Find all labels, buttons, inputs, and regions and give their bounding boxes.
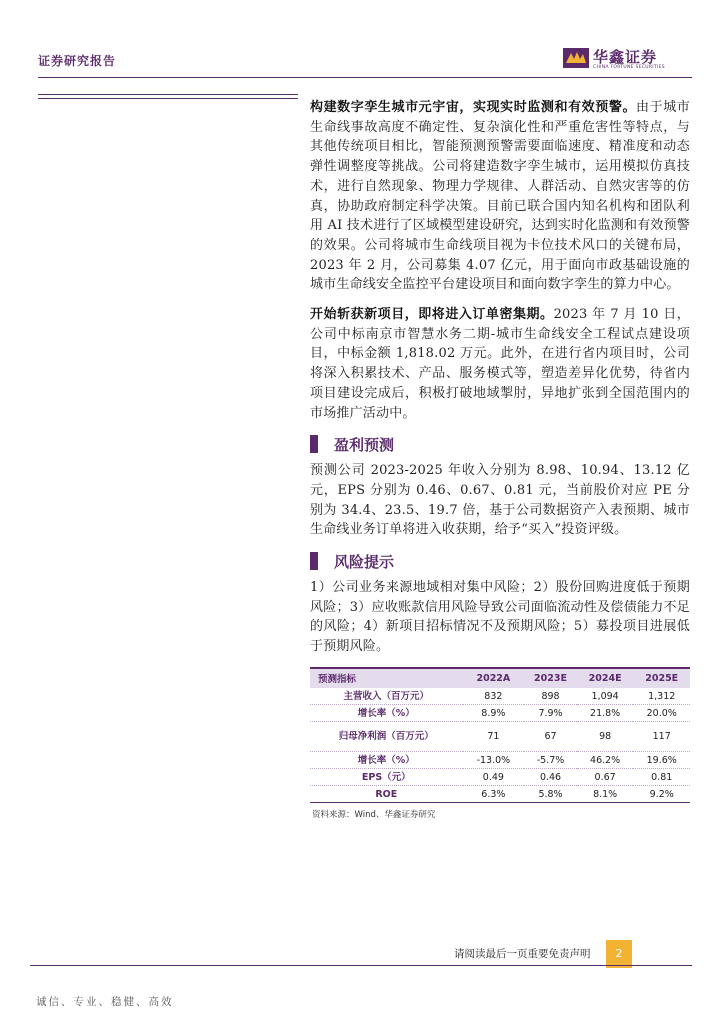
main-content [310,98,690,820]
table-cell: 898 [524,688,577,705]
paragraph-new-projects [310,305,690,423]
table-cell: 1,094 [577,688,634,705]
header-divider [38,77,692,78]
table-row-label: EPS（元） [310,769,463,786]
table-row [310,722,690,752]
table-cell: -5.7% [524,752,577,769]
table-header-row [310,668,690,688]
logo-chinese-name: 华鑫证券 [593,48,658,66]
table-row-label: 归母净利润（百万元） [310,722,463,752]
table-cell: 98 [577,722,634,752]
table-cell: 117 [633,722,690,752]
table-cell: 1,312 [633,688,690,705]
section-bar-icon [310,435,318,453]
table-row [310,752,690,769]
table-cell: 832 [463,688,525,705]
table-row [310,786,690,803]
table-cell: 8.9% [463,705,525,722]
table-cell: -13.0% [463,752,525,769]
company-logo [563,46,693,74]
table-header-cell: 2023E [524,668,577,688]
section-title: 风险提示 [334,552,395,571]
report-type-title: 证券研究报告 [38,54,117,68]
logo-mark-icon [563,48,589,68]
footer-divider [30,965,692,966]
table-cell: 0.46 [524,769,577,786]
section-title: 盈利预测 [334,435,395,454]
section-heading-risk [310,550,690,572]
page-number-badge: 2 [606,940,632,968]
left-double-rule [38,94,298,99]
table-cell: 67 [524,722,577,752]
table-row-label: 增长率（%） [310,705,463,722]
table-cell: 0.49 [463,769,525,786]
table-cell: 71 [463,722,525,752]
table-header-cell: 预测指标 [310,668,463,688]
table-row-label: 主营收入（百万元） [310,688,463,705]
table-cell: 46.2% [577,752,634,769]
table-cell: 9.2% [633,786,690,803]
table-cell: 6.3% [463,786,525,803]
section-heading-forecast [310,433,690,455]
table-row [310,705,690,722]
table-cell: 21.8% [577,705,634,722]
paragraph-digital-twin [310,98,690,295]
table-cell: 0.81 [633,769,690,786]
disclaimer-link[interactable]: 请阅读最后一页重要免责声明 [454,948,591,960]
paragraph-risk: 1）公司业务来源地域相对集中风险；2）股份回购进度低于预期风险；3）应收账款信用风险导致公司面临流动性及偿债能力不足的风险；4）新项目招标情况不及预期风险；5）募投项目进展低于预期风险。 [310,580,690,655]
forecast-table [310,667,690,804]
footer-slogan: 诚信、专业、稳健、高效 [36,996,174,1008]
paragraph-body: 2023 年 7 月 10 日，公司中标南京市智慧水务二期-城市生命线安全工程试点建设项目，中标金额 1,818.02 万元。此外，在进行省内项目时，公司将深入积累技术、产品、服务模式等，塑造差异化优势，待省内项目建设完成后，积极打破地域掣肘，异地扩张到全国范围内的市场推广活动中。 [310,307,690,421]
paragraph-forecast: 预测公司 2023-2025 年收入分别为 8.98、10.94、13.12 亿元，EPS 分别为 0.46、0.67、0.81 元，当前股价对应 PE 分别为 34.4、23.5、19.7 倍，基于公司数据资产入表预期、城市生命线业务订单将进入收获期，给予“买入”投资评级。 [310,463,690,538]
table-header-cell: 2022A [463,668,525,688]
table-row [310,688,690,705]
paragraph-body: 由于城市生命线事故高度不确定性、复杂演化性和严重危害性等特点，与其他传统项目相比，智能预测预警需要面临速度、精准度和动态弹性调整度等挑战。公司将建造数字孪生城市，运用模拟仿真技术，进行自然现象、物理力学规律、人群活动、自然灾害等的仿真，协助政府制定科学决策。目前已联合国内知名机构和团队利用 AI 技术进行了区域模型建设研究，达到实时化监测和有效预警的效果。公司将城市生命线项目视为卡位技术风口的关键布局，2023 年 2 月，公司募集 4.07 亿元，用于面向市政基础设施的城市生命线安全监控平台建设项目和面向数字孪生的算力中心。 [310,100,690,293]
table-row-label: ROE [310,786,463,803]
table-row-label: 增长率（%） [310,752,463,769]
table-row [310,769,690,786]
paragraph-lead: 开始斩获新项目，即将进入订单密集期。 [310,307,554,323]
logo-english-name: CHINA FORTUNE SECURITIES [593,65,665,70]
table-header-cell: 2025E [633,668,690,688]
table-cell: 7.9% [524,705,577,722]
table-cell: 20.0% [633,705,690,722]
table-cell: 19.6% [633,752,690,769]
table-cell: 8.1% [577,786,634,803]
table-cell: 0.67 [577,769,634,786]
table-cell: 5.8% [524,786,577,803]
table-source-note: 资料来源：Wind、华鑫证券研究 [312,810,436,821]
table-header-cell: 2024E [577,668,634,688]
paragraph-lead: 构建数字孪生城市元宇宙，实现实时监测和有效预警。 [310,100,637,115]
section-bar-icon [310,552,318,570]
